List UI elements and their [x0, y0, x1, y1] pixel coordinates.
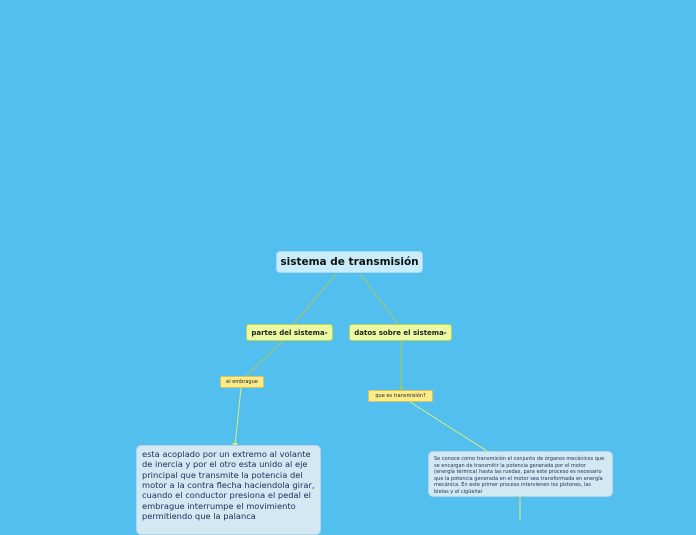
note-text: Se conoce como transmisión el conjunto de órganos mecánicos que se encargan de transmitir la potencia generada por el motor (energía térmica) hasta las ruedas, para este proceso es necesario que la potencia generada en el motor sea transformada en energía mecánica. En este primer proceso intervienen los pistones, las bielas y el cigüeñal	[434, 456, 605, 495]
central-topic[interactable]	[276, 251, 423, 273]
link-root-partes	[292, 274, 336, 326]
topic-partes-del-sistema[interactable]	[246, 324, 333, 341]
topic-label: partes del sistema-	[251, 328, 328, 337]
link-quees-note	[410, 402, 487, 451]
subtopic-label: que es transmisión?	[375, 393, 426, 399]
central-topic-label: sistema de transmisión	[280, 256, 419, 268]
subtopic-label: el embrague	[226, 379, 258, 385]
link-partes-embrague	[246, 340, 284, 376]
subtopic-el-embrague[interactable]	[220, 376, 264, 388]
subtopic-que-es-transmision[interactable]	[368, 390, 433, 402]
link-root-datos	[360, 274, 400, 326]
note-transmision-description[interactable]	[428, 451, 613, 497]
note-embrague-description[interactable]	[136, 445, 321, 535]
note-text: esta acoplado por un extremo al volante de inercia y por el otro esta unido al eje principal que transmite la potencia del motor a la contra flecha haciendola girar, cuando el conductor presiona el pedal el embrague interrumpe el movimiento permitiendo que la palanca	[142, 449, 315, 522]
link-embrague-note	[235, 388, 241, 446]
topic-datos-sobre-el-sistema[interactable]	[349, 324, 452, 341]
topic-label: datos sobre el sistema-	[354, 328, 447, 337]
